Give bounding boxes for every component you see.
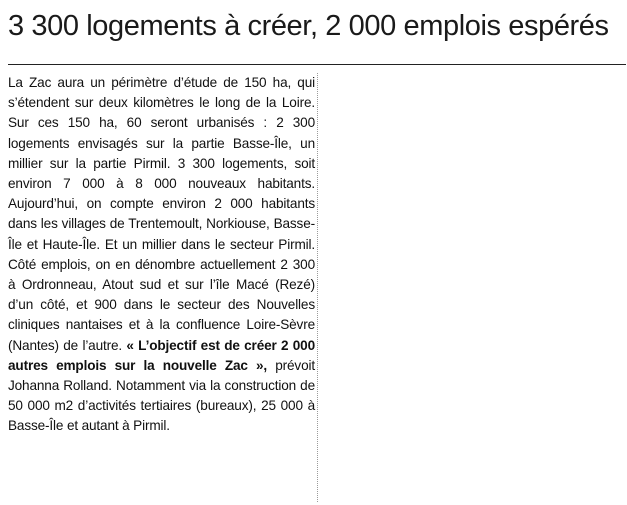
body-intro-text: La Zac aura un périmètre d’étude de 150 ha, qui s’étendent sur deux kilomètres le long de la Loire. Sur ces 150 ha, 60 seront urbanisés : 2 300 logements envisagés sur la partie Basse-Île, un millier sur la partie Pirmil. 3 300 logements, soit environ 7 000 à 8 000 nouveaux habitants. Aujourd’hui, on compte environ 2 000 habitants dans les villages de Trentemoult, Norkiouse, Basse-Île et Haute-Île. Et un millier dans le secteur Pirmil. Côté emplois, on en dénombre actuellement 2 300 à Ordronneau, Atout sud et sur l’île Macé (Rezé) d’un côté, et 900 dans le secteur des Nouvelles cliniques nantaises et à la confluence Loire-Sèvre (Nantes) de l’autre. bbox=[8, 75, 315, 353]
quote-text: « L’objectif est de créer 2 000 autres emplois sur la nouvelle Zac », bbox=[8, 337, 315, 373]
article-column bbox=[8, 73, 318, 502]
body-outro-text: prévoit Johanna Rolland. Notamment via la construction de 50 000 m2 d’activités tertiaires (bureaux), 25 000 à Basse-Île et autant à Pirmil. bbox=[8, 357, 315, 434]
headline-divider bbox=[8, 64, 626, 65]
article-headline: 3 300 logements à créer, 2 000 emplois espérés bbox=[8, 10, 609, 42]
article-body bbox=[8, 73, 315, 437]
